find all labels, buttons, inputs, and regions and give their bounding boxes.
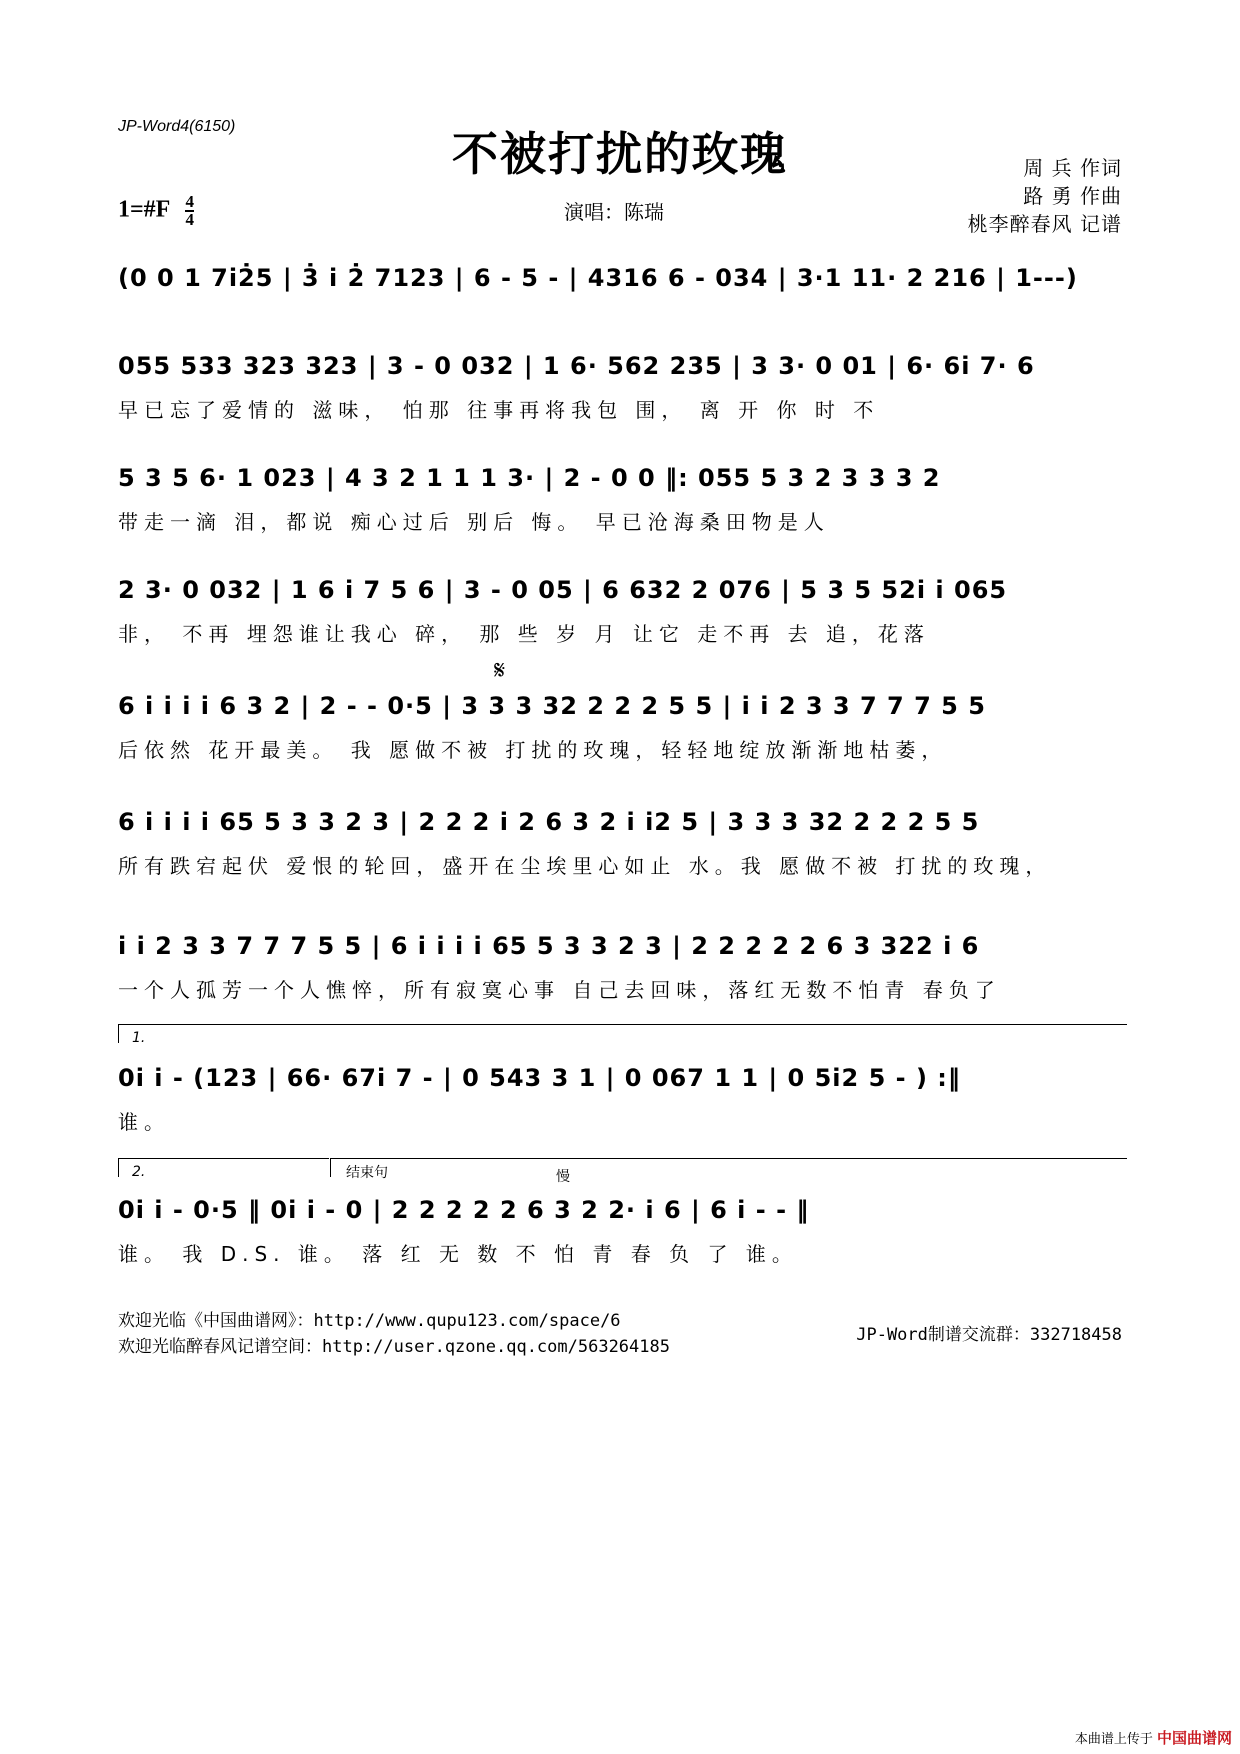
score-row-7: [118, 932, 1126, 1003]
score-row-2: [118, 352, 1126, 423]
volta-2-label: 2.: [132, 1164, 146, 1180]
volta-2-bracket: [118, 1158, 329, 1177]
row-lyric: 后依然 花开最美。 我 愿做不被 打扰的玫瑰，轻轻地绽放渐渐地枯萎，: [118, 738, 948, 762]
tempo-marking: 慢: [556, 1169, 570, 1185]
row-lyric: 非， 不再 埋怨谁让我心 碎， 那 些 岁 月 让它 走不再 去 追，花落: [118, 622, 930, 646]
row-notes: 6 i i i i 65 5 3 3 2 3 | 2 2 2 i 2 6 3 2 i i2 5 | 3 3 3 32 2 2 2 5 5: [118, 808, 980, 836]
key-signature: [118, 194, 194, 228]
row-lyric: 早已忘了爱情的 滋味， 怕那 往事再将我包 围， 离 开 你 时 不: [118, 398, 880, 422]
footer-line-2: 欢迎光临醉春风记谱空间：http://user.qzone.qq.com/563264185: [118, 1337, 670, 1357]
site-logo: 中国曲谱网: [1156, 1729, 1232, 1747]
row-notes: (0 0 1 7i2̇5 | 3̇ i 2̇ 7123 | 6 - 5 - | 4316 6 - 034 | 3·1 11· 2 216 | 1---): [118, 264, 1078, 292]
volta-1-bracket: [118, 1024, 1127, 1043]
footer-group: JP-Word制谱交流群：332718458: [856, 1325, 1122, 1345]
row-lyric: 所有跌宕起伏 爱恨的轮回，盛开在尘埃里心如止 水。我 愿做不被 打扰的玫瑰，: [118, 854, 1052, 878]
upload-prefix: 本曲谱上传于: [1074, 1732, 1153, 1747]
key-label: 1=#F: [118, 196, 170, 223]
segno-sign: 𝄋: [494, 656, 506, 686]
row-lyric: 带走一滴 泪，都说 痴心过后 别后 悔。 早已沧海桑田物是人: [118, 510, 830, 534]
score-row-8: [118, 1064, 1126, 1135]
row-lyric: 一个人孤芳一个人憔悴，所有寂寞心事 自己去回味，落红无数不怕青 春负了: [118, 978, 1001, 1002]
row-notes: 0i i - (123 | 66· 67i 7 - | 0 543 3 1 | 0 067 1 1 | 0 5i2 5 - ) :‖: [118, 1064, 961, 1092]
row-notes: i i 2 3 3 7 7 7 5 5 | 6 i i i i 65 5 3 3 2 3 | 2 2 2 2 2 6 3 322 i 6: [118, 932, 980, 960]
singer-credit: 演唱：陈瑞: [564, 200, 664, 224]
time-top: 4: [185, 192, 194, 211]
score-row-5: [118, 692, 1126, 763]
transcriber-credit: 桃李醉春风 记谱: [967, 212, 1122, 236]
volta-1-label: 1.: [132, 1030, 146, 1046]
lyricist-credit: 周 兵 作词: [1023, 156, 1122, 180]
software-label: JP-Word4(6150): [118, 118, 236, 135]
row-lyric: 谁。: [118, 1110, 170, 1134]
score-row-1: [118, 264, 1126, 292]
song-title: 不被打扰的玫瑰: [452, 127, 788, 181]
row-notes: 5 3 5 6· 1 023 | 4 3 2 1 1 1 3· | 2 - 0 0 ‖: 055 5 3 2 3 3 3 2: [118, 464, 941, 492]
score-row-3: [118, 464, 1126, 535]
row-notes: 055 533 323 323 | 3 - 0 032 | 1 6· 562 235 | 3 3· 0 01 | 6· 6i 7· 6: [118, 352, 1035, 380]
row-lyric: 谁。 我 D.S. 谁。 落 红 无 数 不 怕 青 春 负 了 谁。: [118, 1242, 798, 1266]
ending-label: 结束句: [346, 1165, 388, 1181]
time-signature: [185, 194, 194, 228]
score-row-6: [118, 808, 1126, 879]
footer-line-1: 欢迎光临《中国曲谱网》：http://www.qupu123.com/space/6: [118, 1311, 621, 1331]
row-notes: 2 3· 0 032 | 1 6 i 7 5 6 | 3 - 0 05 | 6 632 2 076 | 5 3 5 52i i 065: [118, 576, 1008, 604]
score-row-4: [118, 576, 1126, 647]
row-notes: 6 i i i i 6 3 2 | 2 - - 0·5 | 3 3 3 32 2 2 2 5 5 | i i 2 3 3 7 7 7 5 5: [118, 692, 986, 720]
ending-bracket: [330, 1158, 1127, 1177]
row-notes: 0i i - 0·5 ‖ 0i i - 0 | 2 2 2 2 2 6 3 2 2· i 6 | 6 i - - ‖: [118, 1196, 810, 1224]
composer-credit: 路 勇 作曲: [1023, 184, 1122, 208]
time-bottom: 4: [185, 210, 194, 229]
score-row-9: [118, 1196, 1126, 1267]
upload-badge: [1075, 1727, 1232, 1748]
